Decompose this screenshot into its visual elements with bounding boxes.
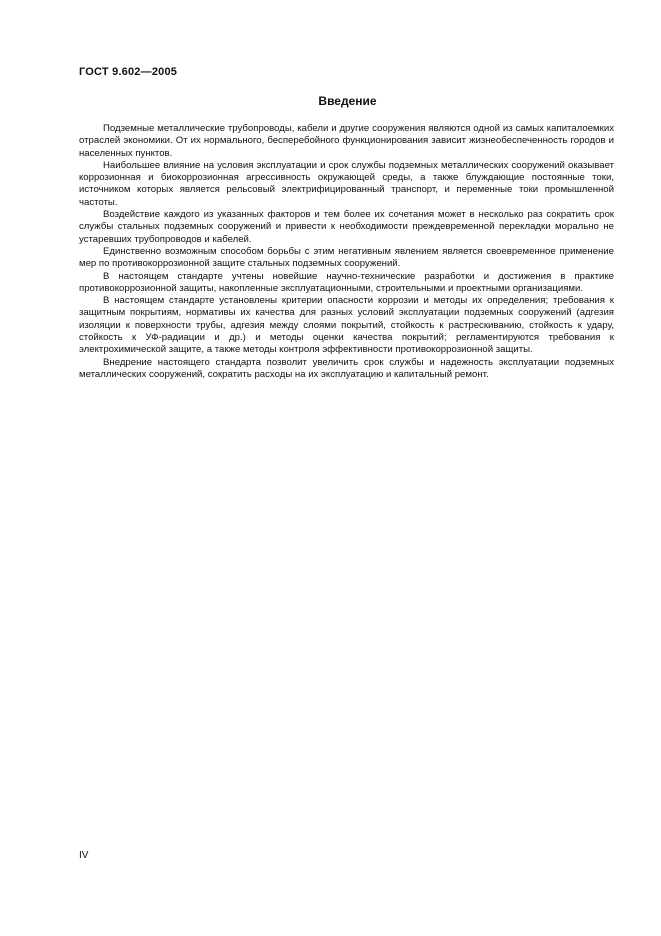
page-number: IV xyxy=(79,850,89,861)
section-title: Введение xyxy=(318,94,377,108)
paragraph-criteria: В настоящем стандарте установлены критерии опасности коррозии и методы их определения; требования к защитным покрытиям, нормативы их качества для разных условий эксплуатации подземных сооружений (адгезия изоляции к поверхности трубы, адгезия между слоями покрытий, стойкость к растрескиванию, стойкость к удару, стойкость к УФ-радиации и др.) и методы оценки качества покрытий; регламентируются требования к электрохимической защите, а также методы контроля эффективности противокоррозионной защиты. xyxy=(79,295,614,356)
document-header-code: ГОСТ 9.602—2005 xyxy=(79,66,178,78)
document-body xyxy=(79,123,614,381)
paragraph-factors: Воздействие каждого из указанных факторов и тем более их сочетания может в несколько раз сократить срок службы стальных подземных сооружений и привести к необходимости преждевременной перекладки морально не устаревших трубопроводов и кабелей. xyxy=(79,209,614,245)
paragraph-intro: Подземные металлические трубопроводы, кабели и другие сооружения являются одной из самых капиталоемких отраслей экономики. От их нормального, бесперебойного функционирования зависит жизнеобеспеченность городов и населенных пунктов. xyxy=(79,123,614,159)
paragraph-influence: Наибольшее влияние на условия эксплуатации и срок службы подземных металлических сооружений оказывает коррозионная и биокоррозионная агрессивность окружающей среды, а также блуждающие постоянные токи, источником которых является рельсовый электрифицированный транспорт, и переменные токи промышленной частоты. xyxy=(79,159,614,208)
paragraph-implementation: Внедрение настоящего стандарта позволит увеличить срок службы и надежность эксплуатации подземных металлических сооружений, сократить расходы на их эксплуатацию и капитальный ремонт. xyxy=(79,356,614,380)
paragraph-developments: В настоящем стандарте учтены новейшие научно-технические разработки и достижения в практике противокоррозионной защиты, накопленные эксплуатационными, строительными и проектными организациями. xyxy=(79,270,614,294)
paragraph-protection: Единственно возможным способом борьбы с этим негативным явлением является своевременное применение мер по противокоррозионной защите стальных подземных сооружений. xyxy=(79,245,614,270)
